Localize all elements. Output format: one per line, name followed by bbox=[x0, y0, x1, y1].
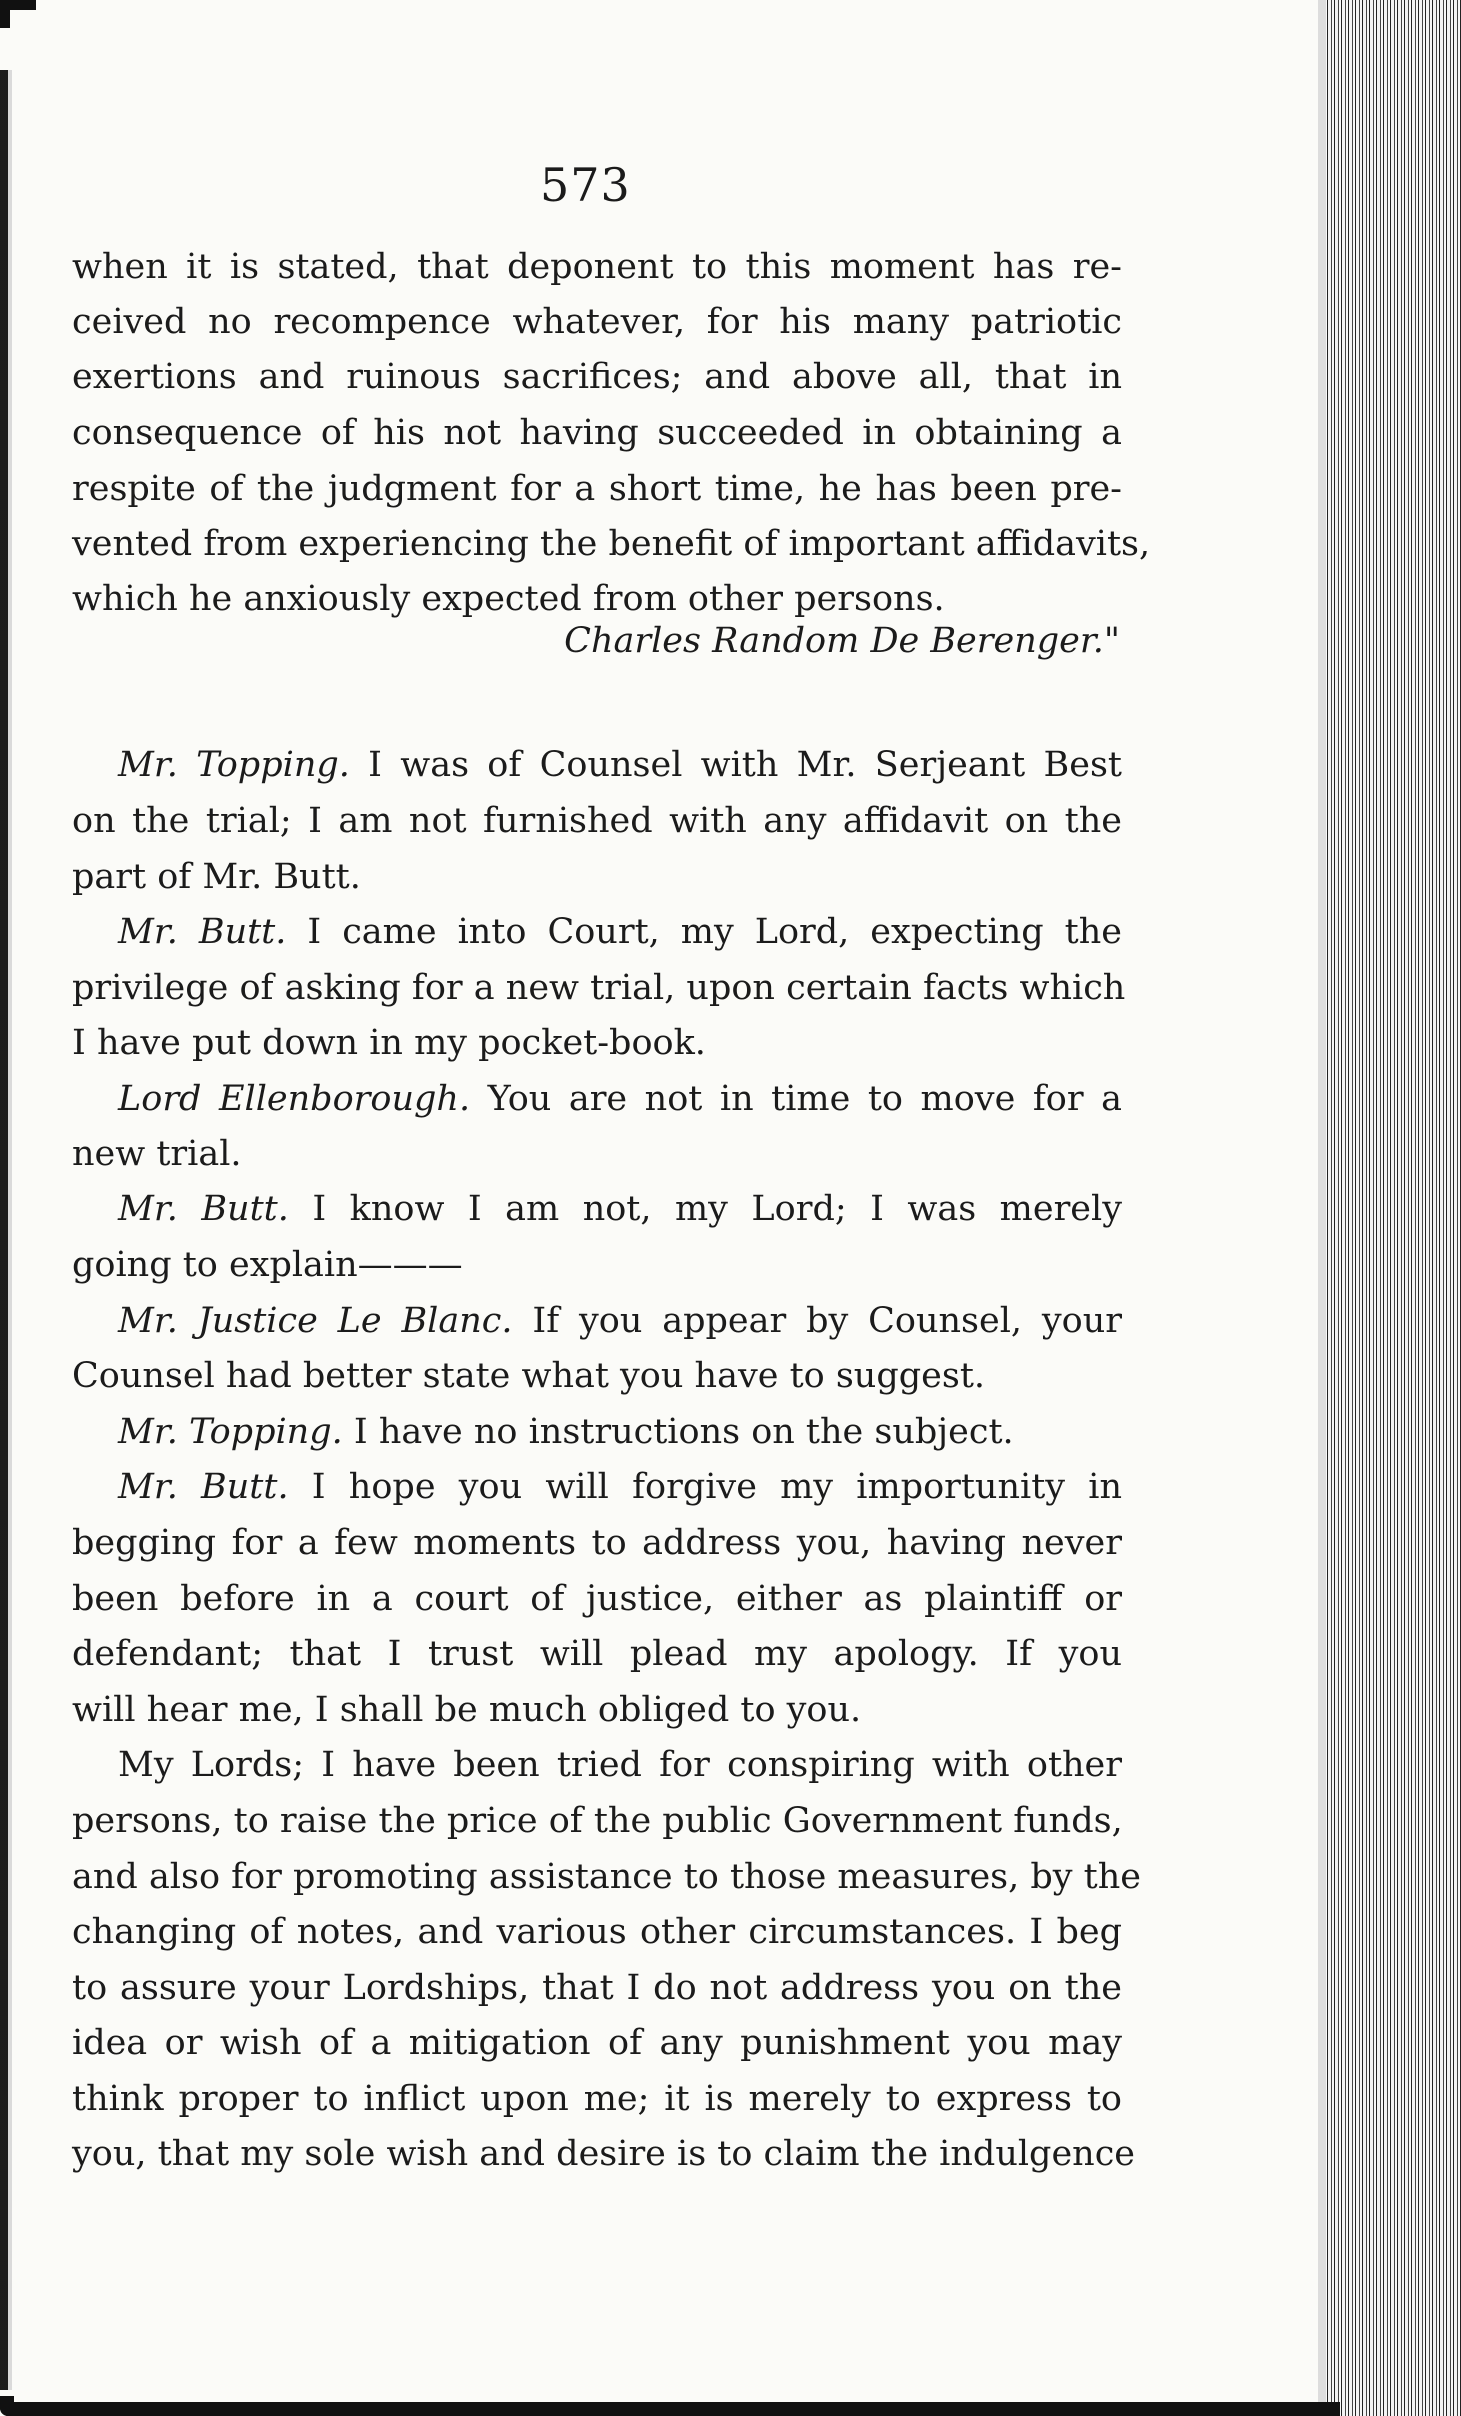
dialogue-line: you, that my sole wish and desire is to claim the indulgence bbox=[72, 2134, 1136, 2174]
dialogue-line bbox=[118, 1189, 1122, 1229]
dialogue-line bbox=[118, 1301, 1122, 1341]
dialogue-line: privilege of asking for a new trial, upon certain facts which bbox=[72, 968, 1126, 1008]
dialogue-text: I have no instructions on the subject. bbox=[353, 1412, 1014, 1452]
dialogue-text: I hope you will forgive my importunity in bbox=[311, 1467, 1122, 1507]
speaker-name: Mr. Butt. bbox=[118, 1467, 289, 1507]
speaker-name: Mr. Topping. bbox=[118, 745, 350, 785]
dialogue-text: If you appear by Counsel, your bbox=[532, 1301, 1122, 1341]
dialogue-line bbox=[118, 745, 1122, 785]
body-line: exertions and ruinous sacrifices; and above all, that in bbox=[72, 357, 1122, 397]
dialogue-line bbox=[118, 1467, 1122, 1507]
dialogue-line: going to explain——— bbox=[72, 1245, 463, 1285]
page-number: 573 bbox=[540, 158, 631, 212]
dialogue-line bbox=[118, 912, 1122, 952]
dialogue-line: been before in a court of justice, either as plaintiff or bbox=[72, 1579, 1122, 1619]
dialogue-line: My Lords; I have been tried for conspiring with other bbox=[118, 1745, 1122, 1785]
signature: Charles Random De Berenger." bbox=[564, 621, 1120, 661]
body-line: which he anxiously expected from other persons. bbox=[72, 579, 945, 619]
body-line: vented from experiencing the benefit of important affidavits, bbox=[72, 524, 1151, 564]
dialogue-line: new trial. bbox=[72, 1134, 242, 1174]
dialogue-text: You are not in time to move for a bbox=[487, 1079, 1122, 1119]
body-line: when it is stated, that deponent to this moment has re- bbox=[72, 247, 1122, 287]
dialogue-line: Counsel had better state what you have to suggest. bbox=[72, 1356, 986, 1396]
dialogue-line: idea or wish of a mitigation of any punishment you may bbox=[72, 2023, 1122, 2063]
dialogue-line: begging for a few moments to address you, having never bbox=[72, 1523, 1122, 1563]
dialogue-line: I have put down in my pocket-book. bbox=[72, 1023, 706, 1063]
body-line: respite of the judgment for a short time, he has been pre- bbox=[72, 469, 1122, 509]
dialogue-line bbox=[118, 1412, 1122, 1452]
dialogue-line: on the trial; I am not furnished with any affidavit on the bbox=[72, 801, 1122, 841]
dialogue-line: part of Mr. Butt. bbox=[72, 857, 361, 897]
dialogue-line: persons, to raise the price of the public Government funds, bbox=[72, 1801, 1123, 1841]
dialogue-line: will hear me, I shall be much obliged to you. bbox=[72, 1690, 862, 1730]
dialogue-line: and also for promoting assistance to those measures, by the bbox=[72, 1857, 1141, 1897]
body-line: ceived no recompence whatever, for his many patriotic bbox=[72, 302, 1122, 342]
speaker-name: Mr. Butt. bbox=[118, 1189, 289, 1229]
dialogue-line: to assure your Lordships, that I do not address you on the bbox=[72, 1968, 1122, 2008]
dialogue-text: I was of Counsel with Mr. Serjeant Best bbox=[368, 745, 1122, 785]
dialogue-line: changing of notes, and various other circumstances. I beg bbox=[72, 1912, 1122, 1952]
page-bottom-edge bbox=[0, 2396, 1340, 2416]
dialogue-line: think proper to inflict upon me; it is merely to express to bbox=[72, 2079, 1122, 2119]
page-edge-strip bbox=[1318, 0, 1461, 2416]
body-line: consequence of his not having succeeded in obtaining a bbox=[72, 413, 1122, 453]
dialogue-text: I know I am not, my Lord; I was merely bbox=[312, 1189, 1122, 1229]
dialogue-text: I came into Court, my Lord, expecting the bbox=[307, 912, 1122, 952]
speaker-name: Lord Ellenborough. bbox=[118, 1079, 471, 1119]
dialogue-line: defendant; that I trust will plead my apology. If you bbox=[72, 1634, 1122, 1674]
page-top-corner bbox=[0, 0, 36, 28]
speaker-name: Mr. Topping. bbox=[118, 1412, 343, 1452]
speaker-name: Mr. Justice Le Blanc. bbox=[118, 1301, 513, 1341]
dialogue-line bbox=[118, 1079, 1122, 1119]
left-binding-line bbox=[0, 70, 18, 2390]
speaker-name: Mr. Butt. bbox=[118, 912, 287, 952]
